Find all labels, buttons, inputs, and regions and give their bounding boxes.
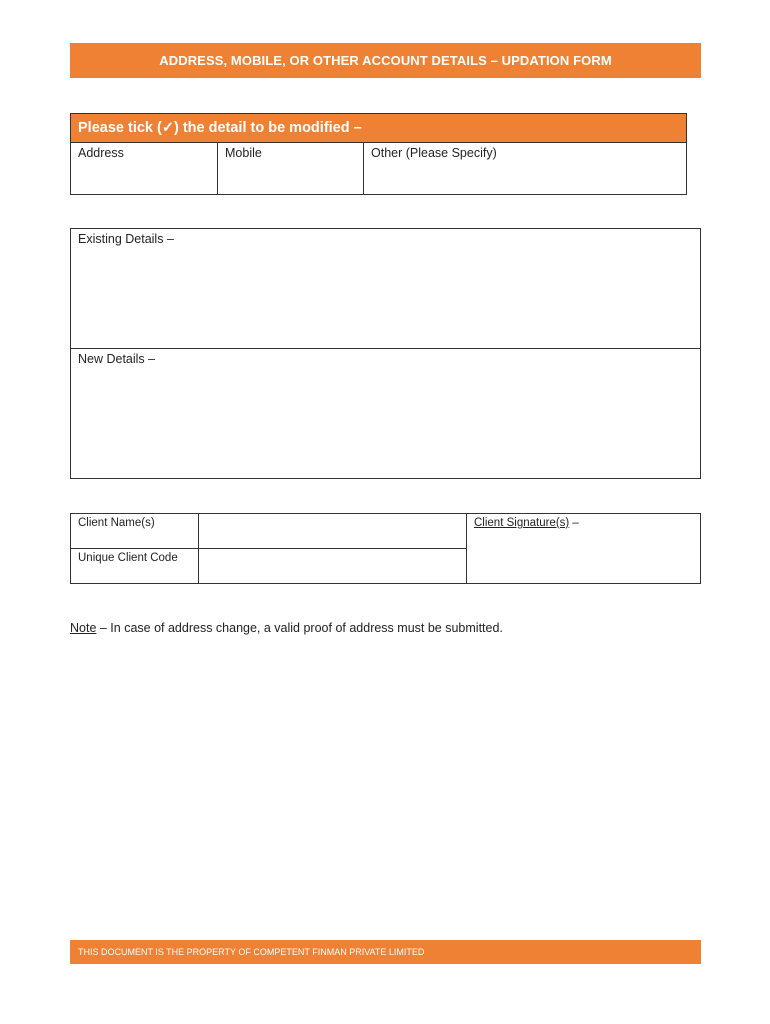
- tick-options-row: [71, 143, 686, 194]
- client-signature-label: Client Signature(s): [474, 517, 570, 529]
- details-box: [70, 228, 701, 479]
- existing-details-field[interactable]: [71, 229, 700, 349]
- client-name-label: Client Name(s): [71, 514, 199, 548]
- client-signature-dash: –: [569, 517, 579, 529]
- form-title: ADDRESS, MOBILE, OR OTHER ACCOUNT DETAILS – UPDATION FORM: [159, 53, 612, 68]
- footer-bar: [70, 940, 701, 964]
- option-address-label: Address: [78, 146, 124, 160]
- client-code-row: [71, 549, 466, 583]
- client-code-label: Unique Client Code: [71, 549, 199, 583]
- option-mobile-cell[interactable]: [218, 143, 364, 194]
- tick-detail-heading: Please tick (✓) the detail to be modified –: [71, 114, 686, 143]
- option-other-cell[interactable]: [364, 143, 686, 194]
- client-name-row: [71, 514, 466, 549]
- note-label: Note: [70, 621, 97, 635]
- client-info-table: [70, 513, 701, 584]
- client-name-field[interactable]: [199, 514, 466, 548]
- client-signature-field[interactable]: [467, 514, 700, 583]
- tick-detail-table: [70, 113, 687, 195]
- option-address-cell[interactable]: [71, 143, 218, 194]
- existing-details-label: Existing Details –: [78, 232, 174, 246]
- new-details-field[interactable]: [71, 349, 700, 478]
- footer-text: THIS DOCUMENT IS THE PROPERTY OF COMPETENT FINMAN PRIVATE LIMITED: [78, 947, 425, 957]
- client-code-field[interactable]: [199, 549, 466, 583]
- option-mobile-label: Mobile: [225, 146, 262, 160]
- note-text: [70, 621, 503, 635]
- form-title-bar: [70, 43, 701, 78]
- new-details-label: New Details –: [78, 352, 156, 366]
- client-info-left: [71, 514, 467, 583]
- note-body: – In case of address change, a valid proof of address must be submitted.: [96, 621, 503, 635]
- option-other-label: Other (Please Specify): [371, 146, 497, 160]
